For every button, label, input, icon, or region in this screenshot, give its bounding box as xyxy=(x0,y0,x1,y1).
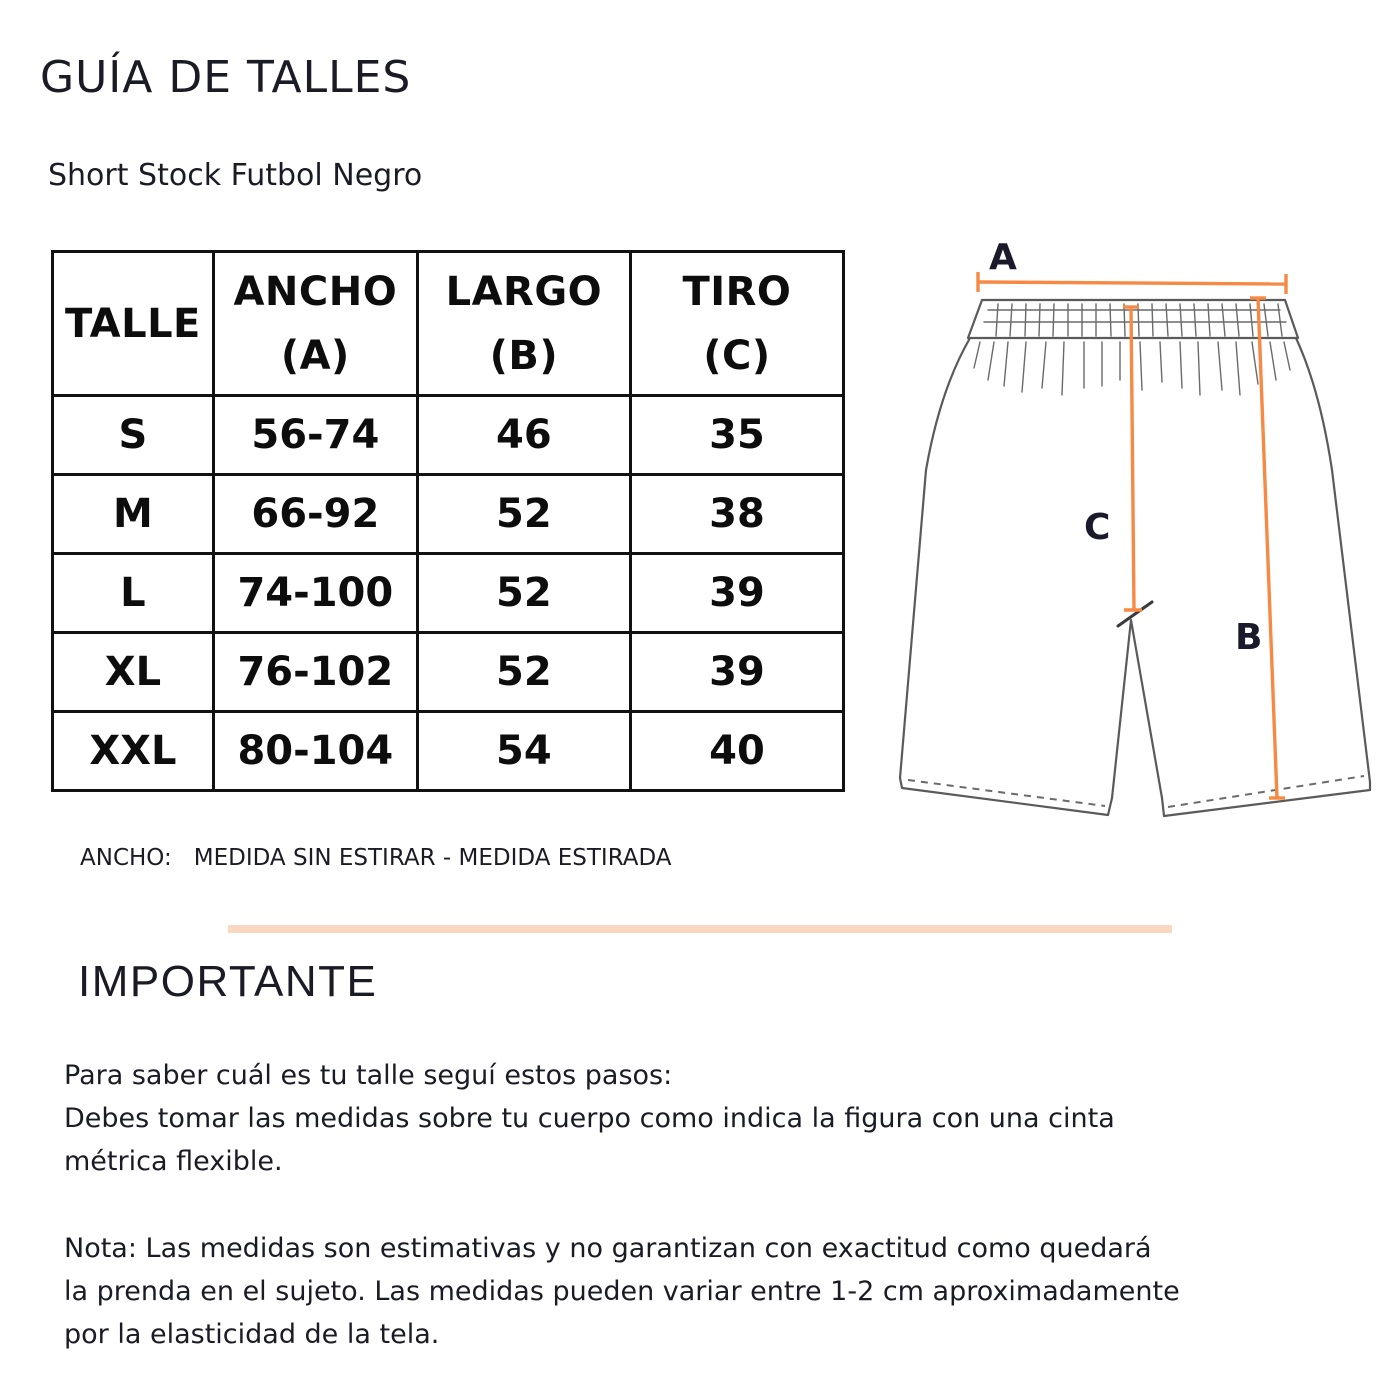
cell-talle: S xyxy=(53,396,214,475)
cell-ancho: 74-100 xyxy=(213,554,417,633)
table-header-row xyxy=(53,252,844,396)
cell-talle: M xyxy=(53,475,214,554)
table-row xyxy=(53,712,844,791)
shorts-outline-icon xyxy=(880,230,1390,830)
table-row xyxy=(53,554,844,633)
cell-tiro: 39 xyxy=(630,633,843,712)
cell-ancho: 66-92 xyxy=(213,475,417,554)
cell-largo: 52 xyxy=(417,633,630,712)
cell-talle: XL xyxy=(53,633,214,712)
table-row xyxy=(53,475,844,554)
cell-tiro: 39 xyxy=(630,554,843,633)
cell-talle: L xyxy=(53,554,214,633)
footnote-label: ANCHO: xyxy=(80,845,172,871)
note-paragraph: Nota: Las medidas son estimativas y no garantizan con exactitud como quedará la prenda en el sujeto. Las medidas pueden variar entre 1-2 cm aproximadamente por la elasticidad de la tela. xyxy=(64,1233,1180,1350)
measurement-label-c: C xyxy=(1084,507,1111,548)
instructions-paragraph: Para saber cuál es tu talle seguí estos pasos: Debes tomar las medidas sobre tu cuerpo como indica la figura con una cinta métrica flexible. xyxy=(64,1060,1115,1177)
cell-tiro: 40 xyxy=(630,712,843,791)
cell-ancho: 56-74 xyxy=(213,396,417,475)
product-name: Short Stock Futbol Negro xyxy=(48,158,423,193)
cell-largo: 54 xyxy=(417,712,630,791)
cell-tiro: 38 xyxy=(630,475,843,554)
cell-ancho: 80-104 xyxy=(213,712,417,791)
measurement-label-a: A xyxy=(989,237,1017,278)
cell-largo: 52 xyxy=(417,554,630,633)
cell-largo: 46 xyxy=(417,396,630,475)
cell-tiro: 35 xyxy=(630,396,843,475)
cell-ancho: 76-102 xyxy=(213,633,417,712)
width-footnote xyxy=(80,843,672,873)
header-tiro: TIRO (C) xyxy=(630,252,843,396)
cell-talle: XXL xyxy=(53,712,214,791)
footnote-text: MEDIDA SIN ESTIRAR - MEDIDA ESTIRADA xyxy=(193,845,672,871)
header-largo: LARGO (B) xyxy=(417,252,630,396)
cell-largo: 52 xyxy=(417,475,630,554)
section-divider xyxy=(228,925,1172,933)
size-chart-table xyxy=(51,250,845,792)
header-talle: TALLE xyxy=(53,252,214,396)
measurement-label-b: B xyxy=(1235,617,1263,658)
important-heading: IMPORTANTE xyxy=(78,957,378,1006)
shorts-measurement-diagram xyxy=(880,230,1390,830)
header-ancho: ANCHO (A) xyxy=(213,252,417,396)
table-row xyxy=(53,633,844,712)
table-row xyxy=(53,396,844,475)
page-title: GUÍA DE TALLES xyxy=(40,52,412,103)
